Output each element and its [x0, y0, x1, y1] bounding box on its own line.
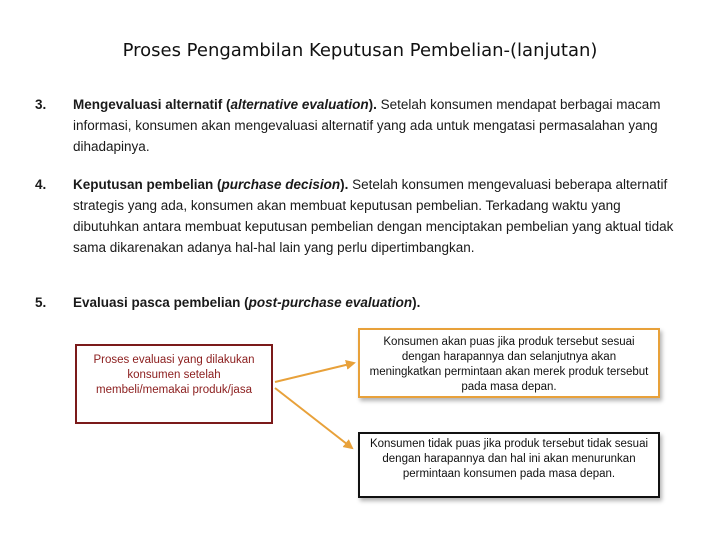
item-body: Setelah konsumen mendapat berbagai macam informasi, konsumen akan mengevaluasi alternatif yang ada untuk mengatasi permasalahan yang dihadapinya.: [73, 97, 661, 154]
satisfied-outcome-box: Konsumen akan puas jika produk tersebut sesuai dengan harapannya dan selanjutnya akan meningkatkan permintaan akan merek produk tersebut pada masa depan.: [358, 328, 660, 398]
item-number: 4.: [35, 177, 47, 192]
arrow-to-dissatisfied: [275, 388, 352, 448]
item-heading: Mengevaluasi alternatif (alternative evaluation).: [73, 97, 377, 112]
slide-title: Proses Pengambilan Keputusan Pembelian-(lanjutan): [122, 40, 598, 61]
item-heading: Evaluasi pasca pembelian (post-purchase evaluation).: [73, 295, 421, 310]
item-number: 3.: [35, 97, 47, 112]
arrow-to-satisfied: [275, 363, 354, 382]
dissatisfied-outcome-box: Konsumen tidak puas jika produk tersebut tidak sesuai dengan harapannya dan hal ini akan menurunkan permintaan konsumen pada masa depan.: [358, 432, 660, 498]
post-purchase-process-box: Proses evaluasi yang dilakukan konsumen setelah membeli/memakai produk/jasa: [75, 344, 273, 424]
item-body: Setelah konsumen mengevaluasi beberapa alternatif strategis yang ada, konsumen akan membuat keputusan pembelian. Terkadang waktu yang dibutuhkan antara membuat keputusan pembelian dengan menciptakan pembelian yang aktual tidak sama dikarenakan adanya hal-hal lain yang perlu dipertimbangkan.: [73, 177, 674, 255]
item-heading: Keputusan pembelian (purchase decision).: [73, 177, 349, 192]
item-number: 5.: [35, 295, 47, 310]
